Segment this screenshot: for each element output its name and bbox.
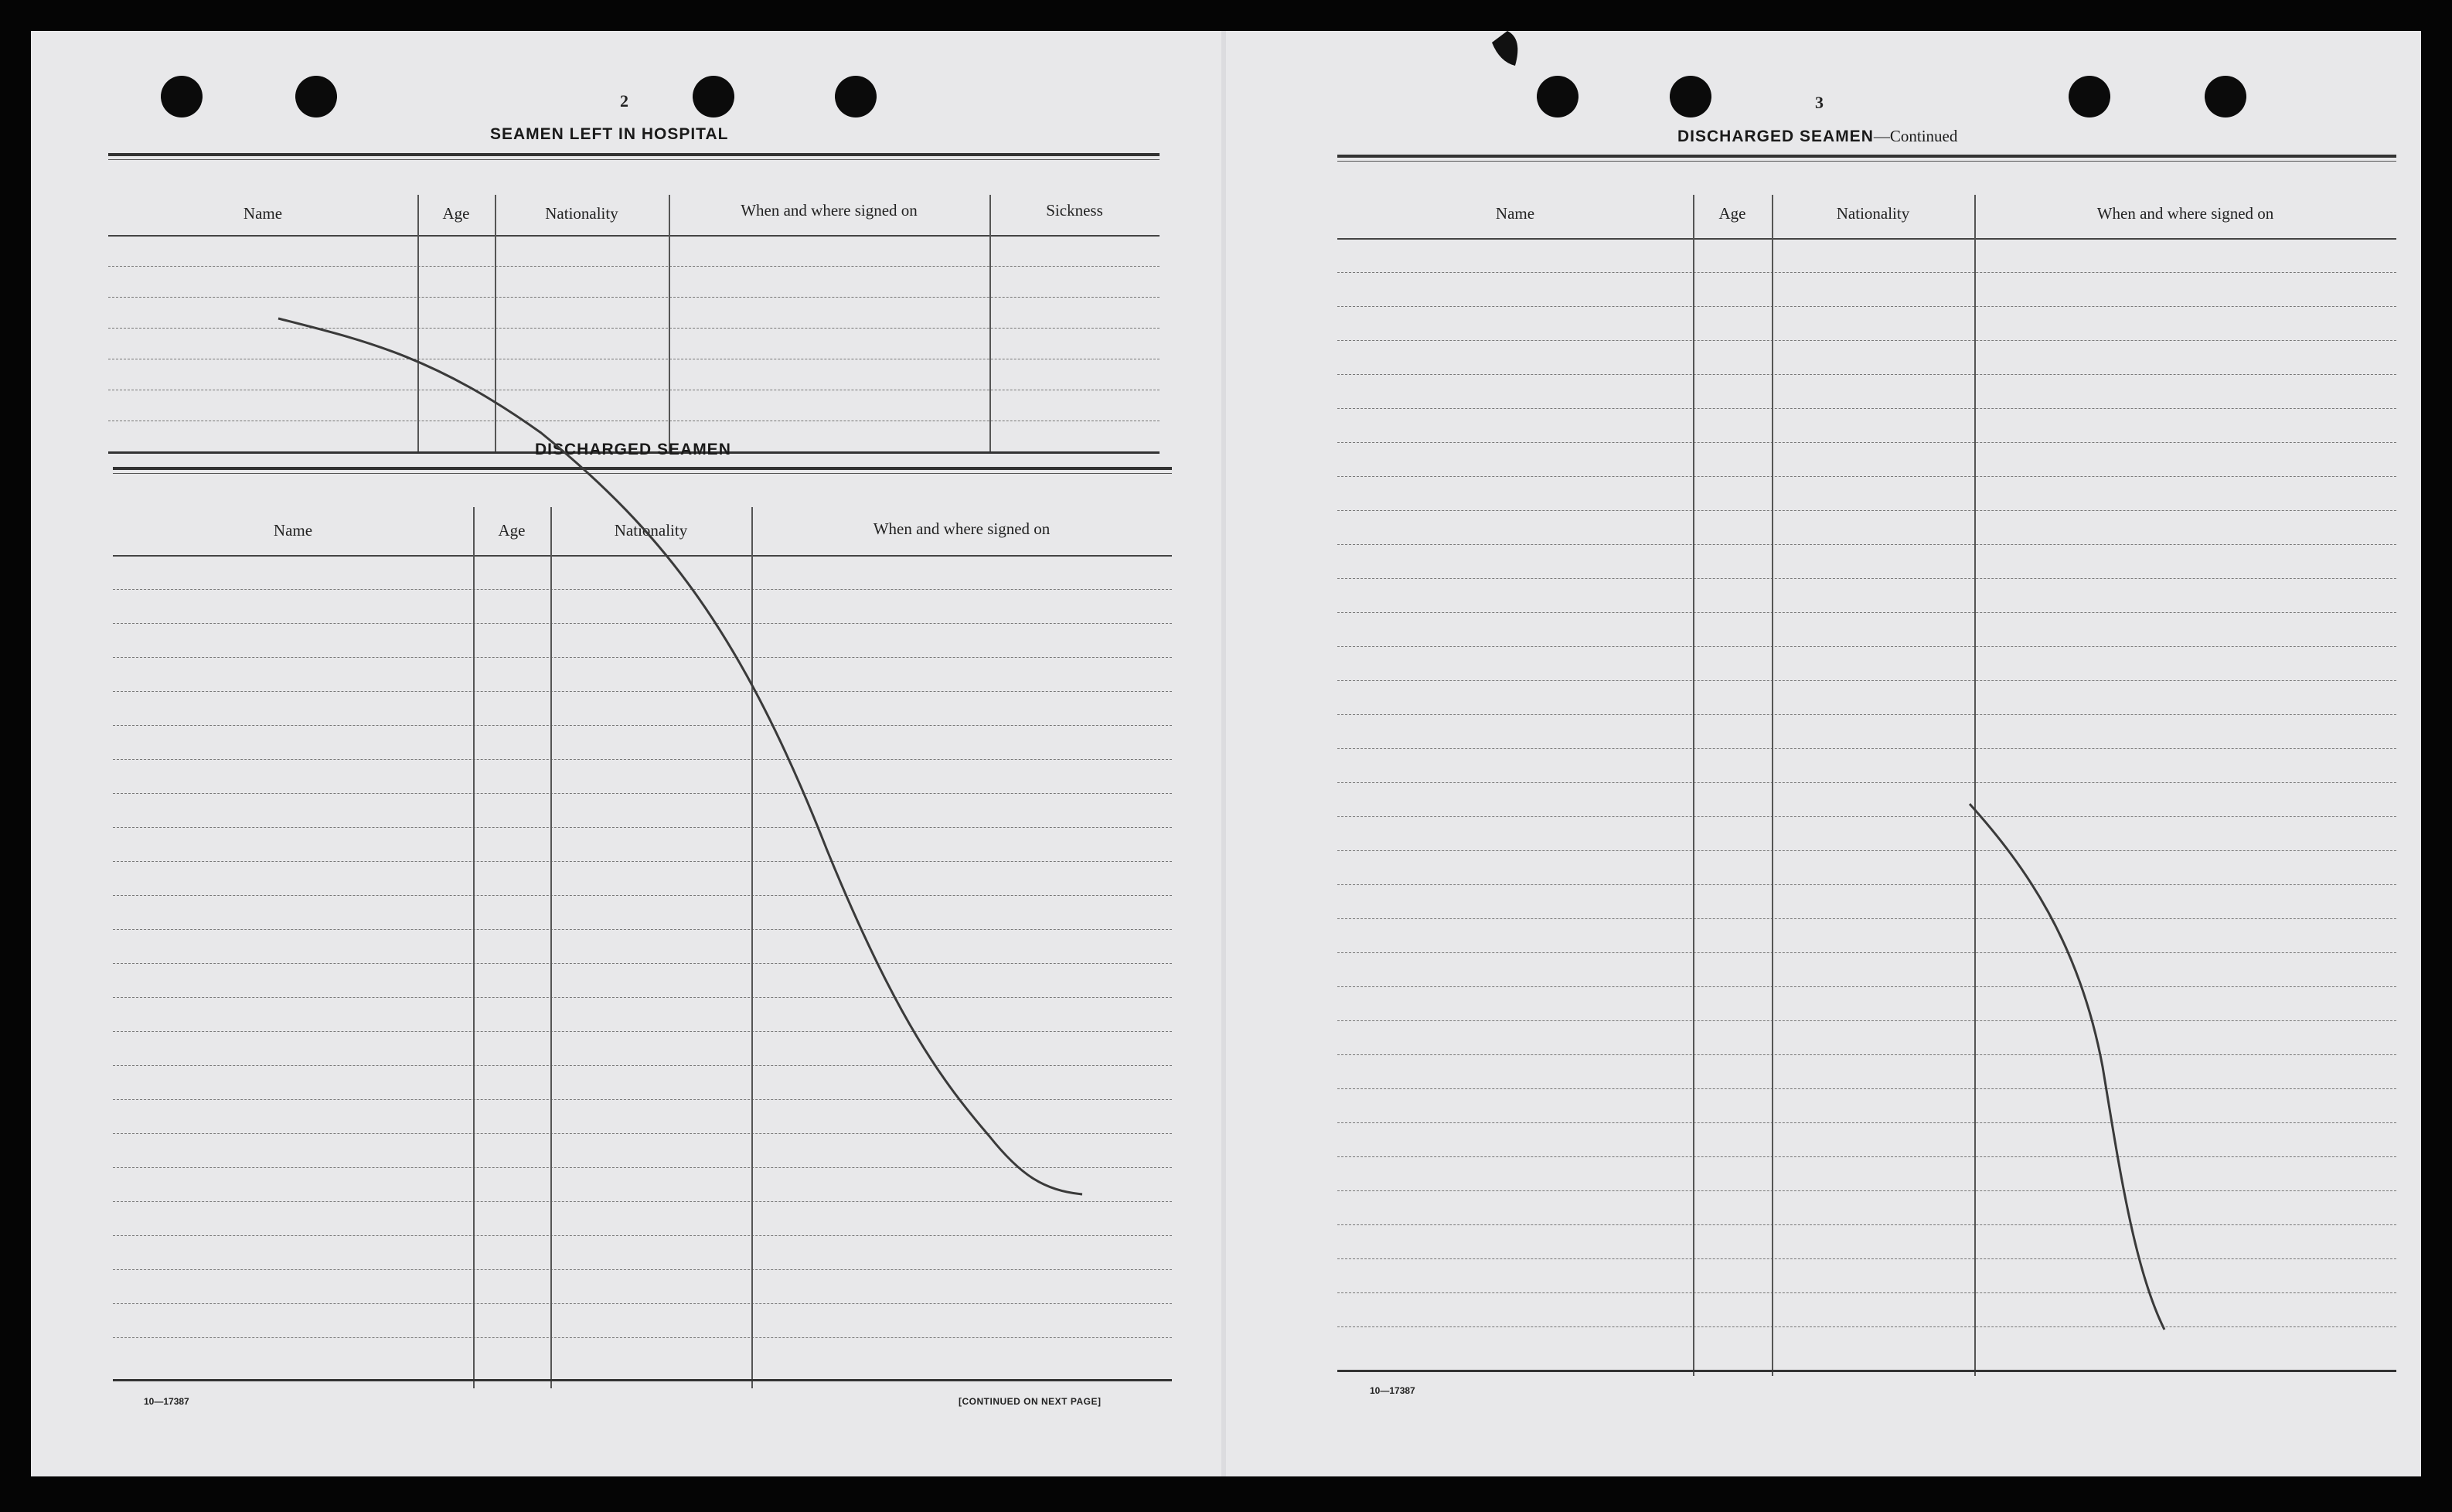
column-header-nationality: Nationality: [1836, 204, 1910, 223]
punch-hole: [2205, 76, 2246, 117]
column-header-name: Name: [273, 521, 313, 540]
scanned-sheet: [31, 31, 2421, 1476]
column-header-name: Name: [1495, 204, 1535, 223]
form-code: 10—17387: [144, 1396, 189, 1407]
column-header-age: Age: [498, 521, 526, 540]
section-title-suffix: —Continued: [1873, 127, 1958, 145]
column-header-age: Age: [1718, 204, 1746, 223]
punch-hole: [1537, 76, 1578, 117]
discharged-section-title: DISCHARGED SEAMEN: [535, 441, 731, 458]
column-header-nationality: Nationality: [614, 521, 688, 540]
discharged-table: [113, 467, 1172, 1388]
discharged-continued-title: [1677, 127, 1957, 146]
column-header-name: Name: [243, 204, 283, 223]
punch-hole: [161, 76, 203, 117]
column-header-signed-on: When and where signed on: [741, 201, 918, 220]
page-number: 2: [620, 91, 628, 111]
page-number: 3: [1815, 93, 1824, 112]
discharged-continued-table: [1337, 155, 2396, 1377]
section-title-main: DISCHARGED SEAMEN: [1677, 128, 1874, 145]
punch-hole: [693, 76, 734, 117]
punch-hole: [2069, 76, 2110, 117]
column-header-sickness: Sickness: [1046, 201, 1103, 220]
right-page: [1226, 31, 2421, 1476]
form-code: 10—17387: [1370, 1385, 1415, 1396]
punch-hole: [295, 76, 337, 117]
punch-hole: [1670, 76, 1711, 117]
hospital-table: [108, 153, 1160, 455]
left-page: [31, 31, 1221, 1476]
column-header-signed-on: When and where signed on: [873, 519, 1051, 538]
continued-note: [CONTINUED ON NEXT PAGE]: [959, 1396, 1102, 1407]
punch-hole: [835, 76, 877, 117]
column-header-signed-on: When and where signed on: [2096, 204, 2274, 223]
hospital-section-title: SEAMEN LEFT IN HOSPITAL: [490, 125, 729, 143]
column-header-age: Age: [442, 204, 470, 223]
column-header-nationality: Nationality: [545, 204, 618, 223]
